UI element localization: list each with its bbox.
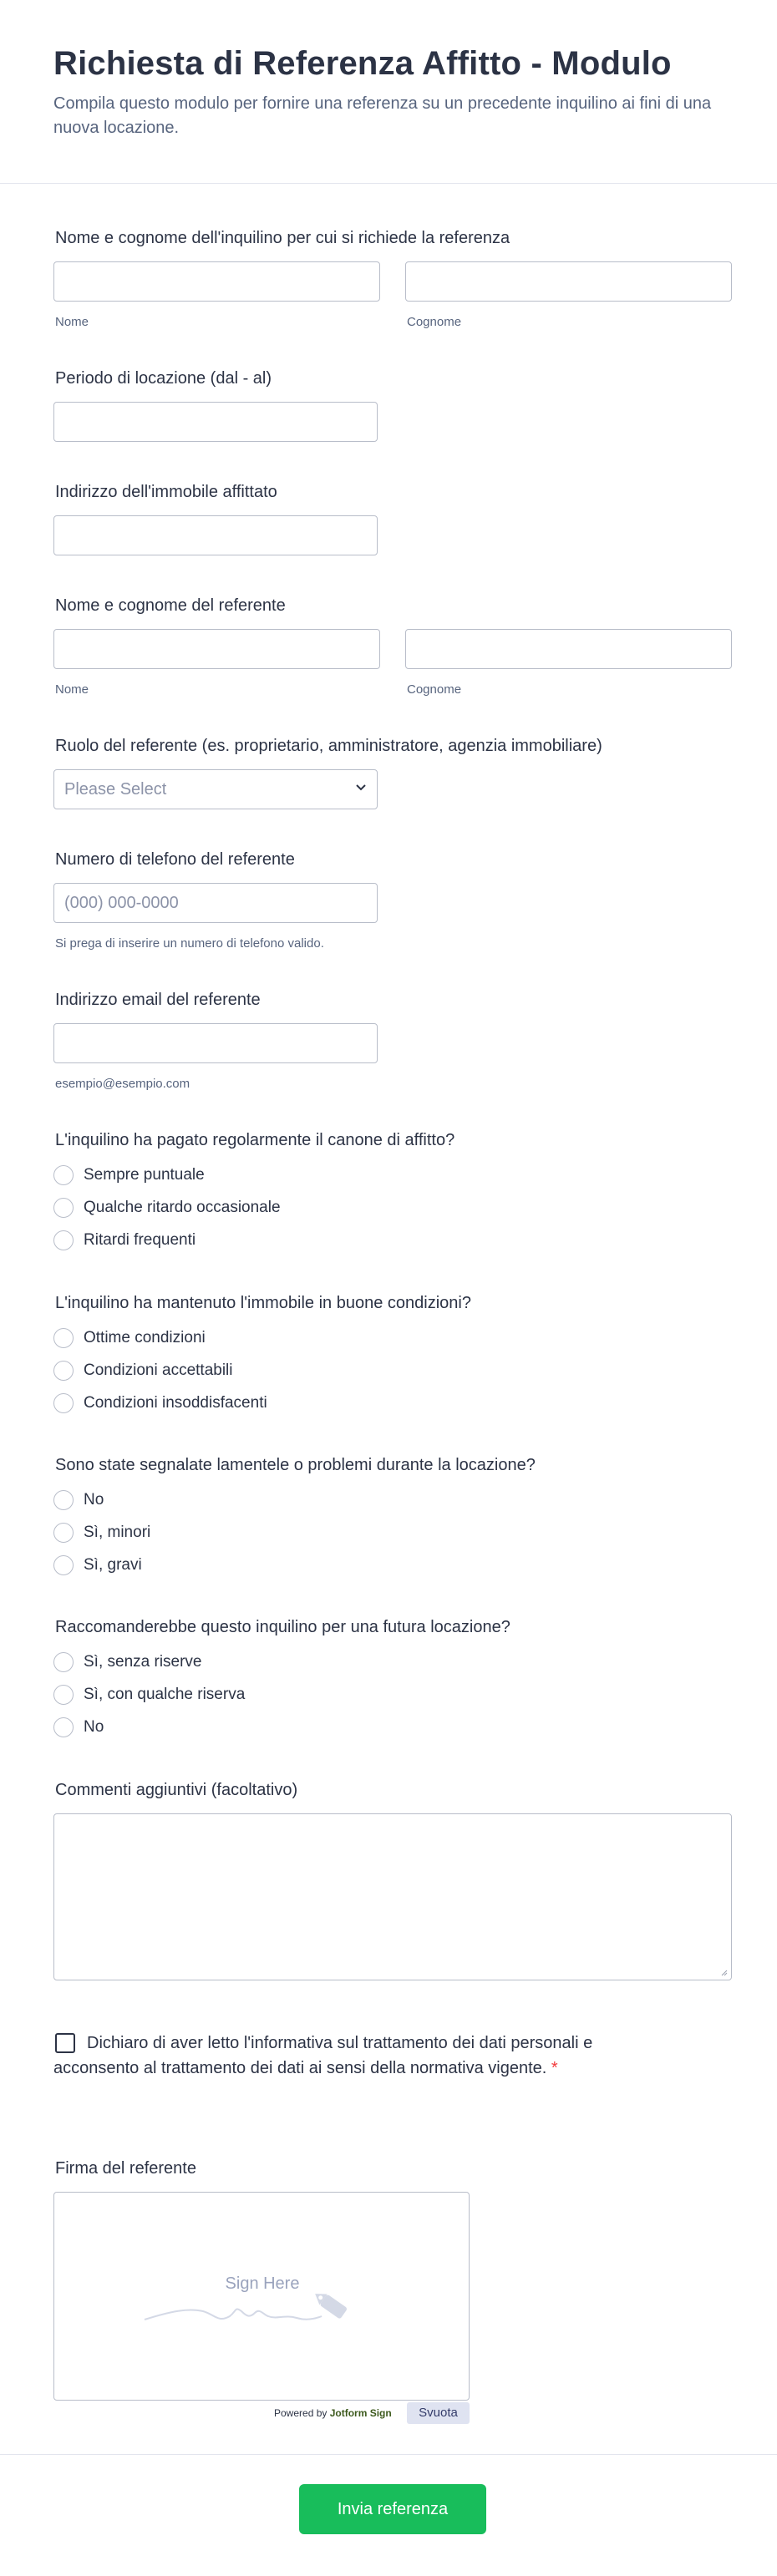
consent-text [53,2031,655,2081]
referee-last-name-sublabel: Cognome [407,682,462,697]
resize-grip-icon[interactable] [719,1968,728,1976]
powered-by [274,2407,392,2419]
chevron-down-icon [355,783,367,792]
payment-option[interactable]: Qualche ritardo occasionale [53,1195,281,1220]
clear-signature-button[interactable]: Svuota [407,2402,470,2424]
recommend-option[interactable]: Sì, con qualche riserva [53,1682,245,1707]
radio-button[interactable] [53,1523,74,1543]
recommend-option[interactable]: No [53,1715,104,1740]
signature-pad[interactable] [53,2192,470,2401]
radio-button[interactable] [53,1230,74,1250]
condition-option[interactable]: Ottime condizioni [53,1326,206,1351]
property-address-label: Indirizzo dell'immobile affittato [55,483,277,501]
radio-button[interactable] [53,1393,74,1413]
rental-period-input[interactable] [53,402,378,442]
submit-button[interactable]: Invia referenza [299,2484,486,2534]
signature-label: Firma del referente [55,2159,196,2178]
payment-question-label: L'inquilino ha pagato regolarmente il canone di affitto? [55,1131,455,1149]
form-title: Richiesta di Referenza Affitto - Modulo [53,45,672,82]
condition-option[interactable]: Condizioni insoddisfacenti [53,1391,267,1416]
radio-button[interactable] [53,1165,74,1185]
referee-role-select[interactable] [53,769,378,809]
rental-period-label: Periodo di locazione (dal - al) [55,369,272,388]
referee-first-name-sublabel: Nome [55,682,89,697]
referee-email-hint: esempio@esempio.com [55,1077,190,1091]
referee-phone-input[interactable] [53,883,378,923]
complaints-option[interactable]: Sì, minori [53,1520,150,1545]
referee-last-name-input[interactable] [405,629,732,669]
tenant-last-name-sublabel: Cognome [407,315,462,329]
tenant-first-name-sublabel: Nome [55,315,89,329]
payment-option[interactable]: Ritardi frequenti [53,1228,196,1253]
recommend-option[interactable]: Sì, senza riserve [53,1650,202,1675]
radio-button[interactable] [53,1361,74,1381]
referee-first-name-input[interactable] [53,629,380,669]
payment-option[interactable]: Sempre puntuale [53,1163,205,1188]
referee-phone-label: Numero di telefono del referente [55,850,295,869]
tenant-first-name-input[interactable] [53,261,380,302]
consent-label: Dichiaro di aver letto l'informativa sul trattamento dei dati personali e acconsento al trattamento dei dati ai sensi della normativa vigente. [53,2034,593,2077]
tenant-last-name-input[interactable] [405,261,732,302]
condition-question-label: L'inquilino ha mantenuto l'immobile in buone condizioni? [55,1294,471,1312]
referee-name-label: Nome e cognome del referente [55,596,286,615]
radio-button[interactable] [53,1198,74,1218]
complaints-option[interactable]: Sì, gravi [53,1553,142,1578]
sign-here-text: Sign Here [225,2274,300,2293]
referee-phone-placeholder: (000) 000-0000 [64,894,179,912]
form-description: Compila questo modulo per fornire una referenza su un precedente inquilino ai fini di una nuova locazione. [53,94,712,137]
comments-label: Commenti aggiuntivi (facoltativo) [55,1781,298,1799]
radio-button[interactable] [53,1685,74,1705]
recommend-question-label: Raccomanderebbe questo inquilino per una futura locazione? [55,1618,510,1636]
referee-role-placeholder: Please Select [64,780,167,799]
referee-email-label: Indirizzo email del referente [55,991,261,1009]
form-header [0,0,777,184]
referee-phone-hint: Si prega di inserire un numero di telefono valido. [55,936,324,951]
radio-button[interactable] [53,1555,74,1575]
jotform-sign-brand: Jotform Sign [329,2407,392,2419]
condition-option[interactable]: Condizioni accettabili [53,1358,233,1383]
referee-email-input[interactable] [53,1023,378,1063]
comments-textarea[interactable] [53,1813,732,1980]
radio-button[interactable] [53,1328,74,1348]
property-address-input[interactable] [53,515,378,555]
complaints-question-label: Sono state segnalate lamentele o problemi durante la locazione? [55,1456,536,1474]
referee-role-label: Ruolo del referente (es. proprietario, amministratore, agenzia immobiliare) [55,737,602,755]
footer-divider [0,2454,777,2455]
radio-button[interactable] [53,1717,74,1737]
powered-by-text: Powered by [274,2407,328,2419]
radio-button[interactable] [53,1490,74,1510]
required-mark: * [551,2059,558,2077]
tenant-name-label: Nome e cognome dell'inquilino per cui si richiede la referenza [55,229,510,247]
radio-button[interactable] [53,1652,74,1672]
complaints-option[interactable]: No [53,1488,104,1513]
